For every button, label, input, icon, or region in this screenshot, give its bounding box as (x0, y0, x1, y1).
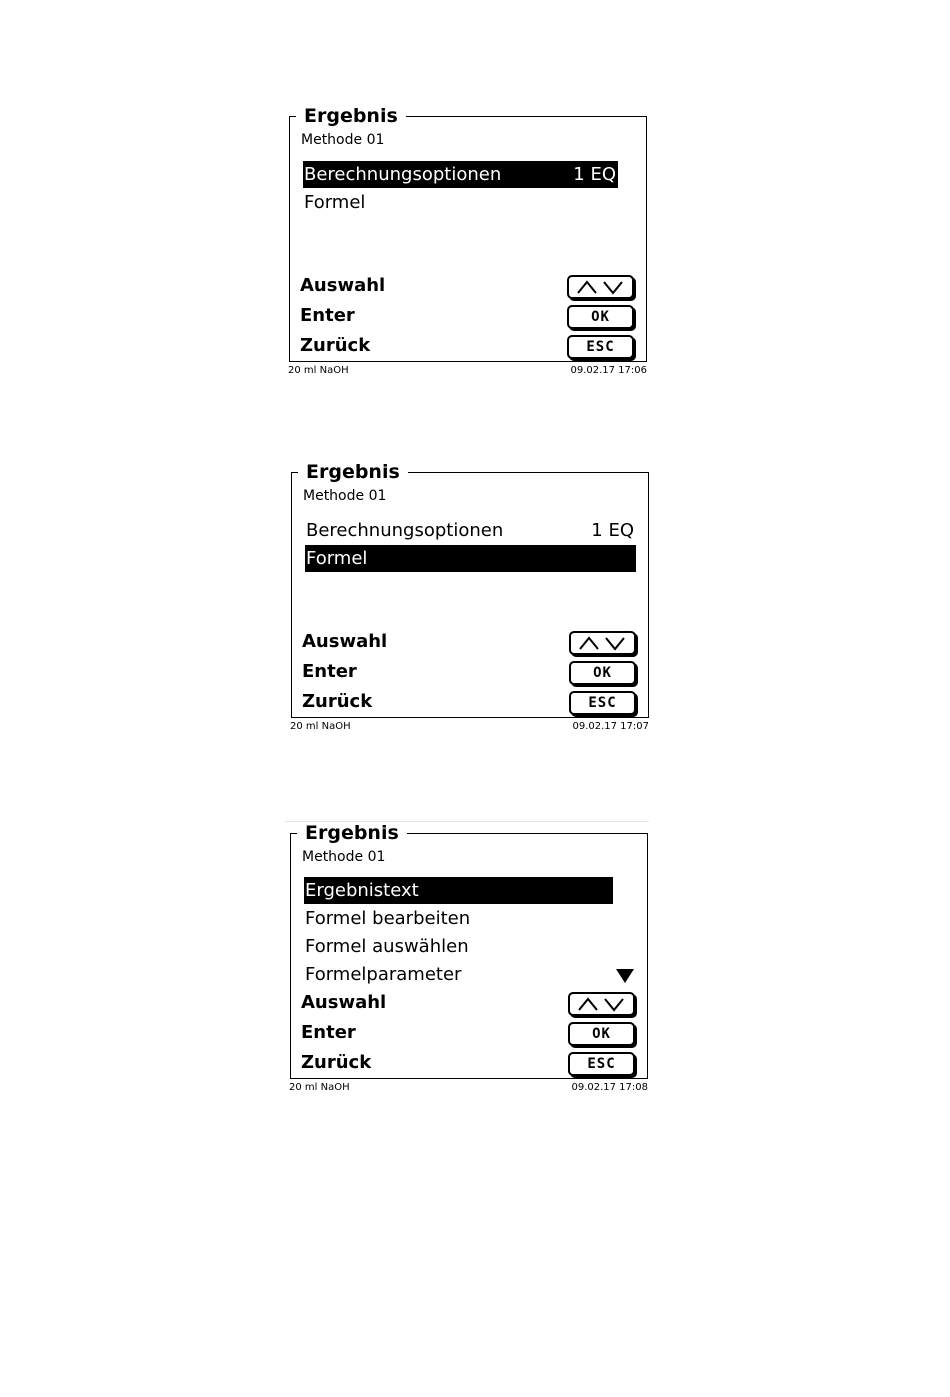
esc-key[interactable]: ESC (567, 335, 634, 359)
menu-item-formel-bearbeiten[interactable] (304, 905, 613, 932)
page-subtitle: Methode 01 (301, 132, 385, 148)
menu-item-formel-auswaehlen[interactable] (304, 933, 613, 960)
menu-item-formel[interactable] (305, 545, 636, 572)
page-title: Ergebnis (296, 106, 406, 126)
status-datetime: 09.02.17 17:08 (571, 1082, 648, 1093)
screen-frame (289, 105, 647, 362)
esc-key[interactable]: ESC (568, 1052, 635, 1076)
zurueck-label: Zurück (300, 335, 371, 356)
menu-item-formelparameter[interactable] (304, 961, 613, 988)
menu-item-value: 1 EQ (573, 164, 616, 185)
menu-item-berechnungsoptionen[interactable] (303, 161, 618, 188)
zurueck-label: Zurück (301, 1052, 372, 1073)
screen-1 (288, 105, 649, 392)
menu-item-label: Formel (304, 192, 366, 213)
screen-frame (291, 461, 649, 718)
menu-item-berechnungsoptionen[interactable] (305, 517, 636, 544)
status-datetime: 09.02.17 17:06 (570, 365, 647, 376)
status-datetime: 09.02.17 17:07 (572, 721, 649, 732)
up-down-key[interactable] (567, 275, 634, 299)
menu-item-label: Berechnungsoptionen (304, 164, 502, 185)
enter-label: Enter (302, 661, 357, 682)
enter-label: Enter (300, 305, 355, 326)
page-subtitle: Methode 01 (303, 488, 387, 504)
screen-frame (290, 822, 648, 1079)
page-title: Ergebnis (297, 823, 407, 843)
menu-item-formel[interactable] (303, 189, 618, 216)
enter-label: Enter (301, 1022, 356, 1043)
status-method-info: 20 ml NaOH (290, 721, 351, 732)
esc-key[interactable]: ESC (569, 691, 636, 715)
menu-item-label: Formel bearbeiten (305, 908, 471, 929)
up-down-arrows-icon (576, 996, 628, 1012)
page-subtitle: Methode 01 (302, 849, 386, 865)
auswahl-label: Auswahl (300, 275, 386, 296)
down-triangle-icon (616, 969, 634, 983)
up-down-key[interactable] (569, 631, 636, 655)
menu-item-label: Formel (306, 548, 368, 569)
status-method-info: 20 ml NaOH (289, 1082, 350, 1093)
ok-key[interactable]: OK (567, 305, 634, 329)
page-title: Ergebnis (298, 462, 408, 482)
ok-key[interactable]: OK (568, 1022, 635, 1046)
menu-item-label: Formel auswählen (305, 936, 469, 957)
ok-key[interactable]: OK (569, 661, 636, 685)
screen-2 (290, 461, 651, 748)
menu-item-label: Berechnungsoptionen (306, 520, 504, 541)
menu-item-label: Formelparameter (305, 964, 462, 985)
auswahl-label: Auswahl (302, 631, 388, 652)
menu-item-value: 1 EQ (591, 520, 634, 541)
auswahl-label: Auswahl (301, 992, 387, 1013)
up-down-arrows-icon (577, 635, 629, 651)
up-down-arrows-icon (575, 279, 627, 295)
screen-3 (289, 822, 650, 1109)
zurueck-label: Zurück (302, 691, 373, 712)
menu-item-ergebnistext[interactable] (304, 877, 613, 904)
status-method-info: 20 ml NaOH (288, 365, 349, 376)
menu-item-label: Ergebnistext (305, 880, 419, 901)
up-down-key[interactable] (568, 992, 635, 1016)
